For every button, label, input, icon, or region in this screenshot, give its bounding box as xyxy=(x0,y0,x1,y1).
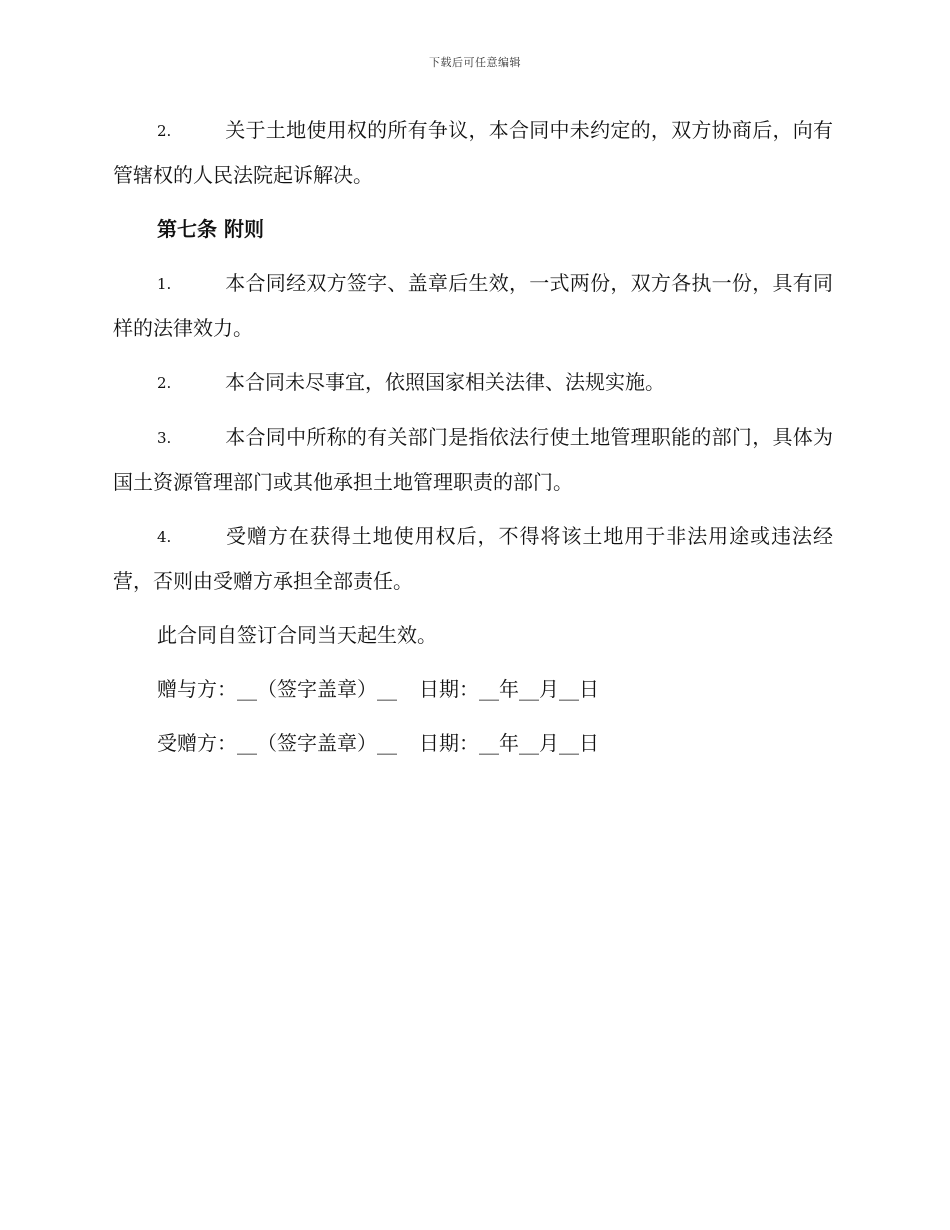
clause-number: 4. xyxy=(157,528,172,546)
section-heading-article7: 第七条 附则 xyxy=(157,217,264,241)
clause-number: 2. xyxy=(157,122,172,140)
article7-clause-4 xyxy=(113,514,833,603)
page-header: 下载后可任意编辑 xyxy=(429,56,521,69)
signature-line-donee xyxy=(113,721,833,765)
clause-number: 2. xyxy=(157,374,172,392)
signature-party-donor: 赠与方：__（签字盖章）__ xyxy=(157,677,397,701)
article7-clause-2 xyxy=(113,360,833,405)
clause-number: 1. xyxy=(157,275,172,293)
document-body xyxy=(113,108,833,775)
clause-text: 本合同中所称的有关部门是指依法行使土地管理职能的部门，具体为国土资源管理部门或其他承担土地管理职责的部门。 xyxy=(113,425,833,494)
article7-clause-3 xyxy=(113,415,833,504)
effective-statement: 此合同自签订合同当天起生效。 xyxy=(157,623,437,647)
clause-text: 关于土地使用权的所有争议，本合同中未约定的，双方协商后，向有管辖权的人民法院起诉解决。 xyxy=(113,118,833,187)
clause-number: 3. xyxy=(157,429,172,447)
clause-text: 本合同经双方签字、盖章后生效，一式两份，双方各执一份，具有同样的法律效力。 xyxy=(113,271,833,340)
article6-clause-2 xyxy=(113,108,833,197)
signature-date-donor: 日期：__年__月__日 xyxy=(419,677,599,701)
signature-date-donee: 日期：__年__月__日 xyxy=(419,731,599,755)
signature-line-donor xyxy=(113,667,833,711)
signature-party-donee: 受赠方：__（签字盖章）__ xyxy=(157,731,397,755)
clause-text: 本合同未尽事宜，依照国家相关法律、法规实施。 xyxy=(225,370,665,394)
clause-text: 受赠方在获得土地使用权后，不得将该土地用于非法用途或违法经营，否则由受赠方承担全部责任。 xyxy=(113,524,833,593)
article7-clause-1 xyxy=(113,261,833,350)
